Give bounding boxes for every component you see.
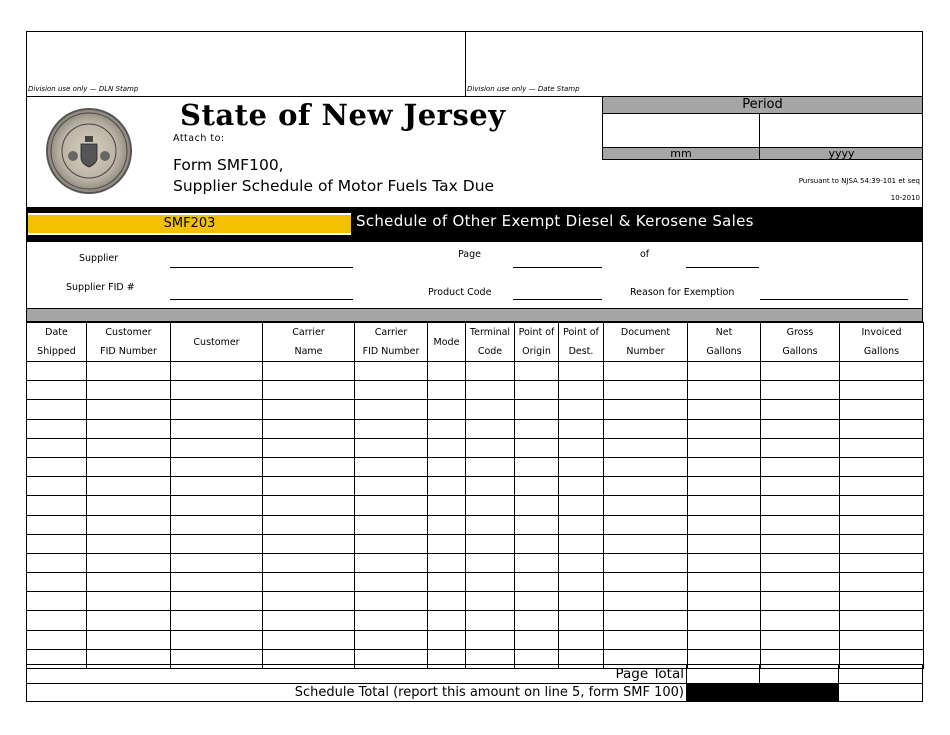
table-cell-input[interactable] <box>840 630 924 649</box>
table-cell-input[interactable] <box>171 381 263 400</box>
table-cell-input[interactable] <box>688 362 761 381</box>
table-cell-input[interactable] <box>355 400 428 419</box>
table-cell-input[interactable] <box>515 362 559 381</box>
sales-table <box>26 322 924 669</box>
table-cell-input[interactable] <box>466 438 515 457</box>
supplier-input[interactable] <box>170 253 353 268</box>
table-body <box>27 362 924 669</box>
table-cell-input[interactable] <box>27 515 87 534</box>
schedule-total-label: Schedule Total (report this amount on line 5, form SMF 100) <box>294 685 684 700</box>
table-cell-input[interactable] <box>688 400 761 419</box>
table-cell-input[interactable] <box>604 534 688 553</box>
table-cell-input[interactable] <box>559 457 604 476</box>
table-cell-input[interactable] <box>428 553 466 572</box>
table-row <box>27 419 924 438</box>
table-cell-input[interactable] <box>87 553 171 572</box>
col-carrier-name: Carrier Name <box>263 323 355 362</box>
table-row <box>27 515 924 534</box>
table-cell-input[interactable] <box>559 419 604 438</box>
col-net-gallons: Net Gallons <box>688 323 761 362</box>
table-row <box>27 457 924 476</box>
table-cell-input[interactable] <box>840 419 924 438</box>
table-cell-input[interactable] <box>688 573 761 592</box>
table-cell-input[interactable] <box>355 496 428 515</box>
table-cell-input[interactable] <box>604 611 688 630</box>
table-cell-input[interactable] <box>761 553 840 572</box>
table-cell-input[interactable] <box>840 611 924 630</box>
table-cell-input[interactable] <box>263 534 355 553</box>
period-label: Period <box>742 97 783 112</box>
table-cell-input[interactable] <box>840 553 924 572</box>
table-cell-input[interactable] <box>688 592 761 611</box>
table-cell-input[interactable] <box>559 515 604 534</box>
table-cell-input[interactable] <box>688 457 761 476</box>
table-row <box>27 477 924 496</box>
table-row <box>27 534 924 553</box>
table-cell-input[interactable] <box>87 477 171 496</box>
table-cell-input[interactable] <box>761 457 840 476</box>
supplier-fid-input[interactable] <box>170 285 353 300</box>
table-row <box>27 630 924 649</box>
table-cell-input[interactable] <box>27 477 87 496</box>
table-cell-input[interactable] <box>515 438 559 457</box>
state-seal-icon <box>46 108 132 194</box>
table-cell-input[interactable] <box>761 496 840 515</box>
table-cell-input[interactable] <box>428 592 466 611</box>
table-cell-input[interactable] <box>604 477 688 496</box>
table-cell-input[interactable] <box>355 592 428 611</box>
table-cell-input[interactable] <box>428 419 466 438</box>
table-cell-input[interactable] <box>87 534 171 553</box>
table-cell-input[interactable] <box>604 573 688 592</box>
table-cell-input[interactable] <box>263 457 355 476</box>
table-cell-input[interactable] <box>761 381 840 400</box>
table-cell-input[interactable] <box>688 496 761 515</box>
col-point-dest: Point of Dest. <box>559 323 604 362</box>
table-cell-input[interactable] <box>515 419 559 438</box>
table-cell-input[interactable] <box>355 477 428 496</box>
page-total-label: Page Total <box>615 666 684 682</box>
table-cell-input[interactable] <box>171 419 263 438</box>
table-cell-input[interactable] <box>263 400 355 419</box>
table-cell-input[interactable] <box>171 573 263 592</box>
attach-to-label: Attach to: <box>173 133 225 144</box>
table-cell-input[interactable] <box>263 573 355 592</box>
table-cell-input[interactable] <box>171 438 263 457</box>
table-cell-input[interactable] <box>87 515 171 534</box>
col-gross-gallons: Gross Gallons <box>761 323 840 362</box>
table-cell-input[interactable] <box>515 457 559 476</box>
table-row <box>27 496 924 515</box>
table-cell-input[interactable] <box>171 457 263 476</box>
table-cell-input[interactable] <box>688 630 761 649</box>
table-cell-input[interactable] <box>428 573 466 592</box>
table-cell-input[interactable] <box>428 457 466 476</box>
table-cell-input[interactable] <box>171 362 263 381</box>
table-cell-input[interactable] <box>688 381 761 400</box>
table-cell-input[interactable] <box>263 496 355 515</box>
table-cell-input[interactable] <box>761 592 840 611</box>
table-cell-input[interactable] <box>688 553 761 572</box>
table-cell-input[interactable] <box>559 496 604 515</box>
schedule-title: Schedule of Other Exempt Diesel & Kerosene Sales <box>356 212 754 230</box>
table-cell-input[interactable] <box>688 611 761 630</box>
table-cell-input[interactable] <box>466 400 515 419</box>
table-cell-input[interactable] <box>466 419 515 438</box>
table-cell-input[interactable] <box>515 573 559 592</box>
col-date-shipped: Date Shipped <box>27 323 87 362</box>
table-cell-input[interactable] <box>263 438 355 457</box>
table-cell-input[interactable] <box>466 592 515 611</box>
table-cell-input[interactable] <box>355 362 428 381</box>
table-cell-input[interactable] <box>263 592 355 611</box>
of-input[interactable] <box>686 253 759 268</box>
table-cell-input[interactable] <box>559 573 604 592</box>
table-cell-input[interactable] <box>604 419 688 438</box>
table-cell-input[interactable] <box>604 457 688 476</box>
table-cell-input[interactable] <box>27 438 87 457</box>
table-cell-input[interactable] <box>428 438 466 457</box>
table-cell-input[interactable] <box>466 515 515 534</box>
table-cell-input[interactable] <box>559 592 604 611</box>
table-cell-input[interactable] <box>87 419 171 438</box>
table-cell-input[interactable] <box>688 477 761 496</box>
table-row <box>27 381 924 400</box>
form-line-2: Supplier Schedule of Motor Fuels Tax Due <box>173 177 495 195</box>
table-cell-input[interactable] <box>355 515 428 534</box>
table-cell-input[interactable] <box>604 362 688 381</box>
table-cell-input[interactable] <box>87 592 171 611</box>
table-row <box>27 400 924 419</box>
table-cell-input[interactable] <box>87 400 171 419</box>
table-cell-input[interactable] <box>87 496 171 515</box>
table-cell-input[interactable] <box>515 630 559 649</box>
table-cell-input[interactable] <box>263 362 355 381</box>
table-cell-input[interactable] <box>688 515 761 534</box>
table-cell-input[interactable] <box>87 630 171 649</box>
table-cell-input[interactable] <box>466 381 515 400</box>
form-line-1: Form SMF100, <box>173 156 284 174</box>
table-cell-input[interactable] <box>355 381 428 400</box>
table-cell-input[interactable] <box>171 515 263 534</box>
table-cell-input[interactable] <box>761 630 840 649</box>
table-cell-input[interactable] <box>515 381 559 400</box>
col-document-number: Document Number <box>604 323 688 362</box>
product-code-input[interactable] <box>513 285 602 300</box>
table-cell-input[interactable] <box>27 573 87 592</box>
product-code-label: Product Code <box>428 287 492 298</box>
table-cell-input[interactable] <box>761 534 840 553</box>
table-cell-input[interactable] <box>840 515 924 534</box>
table-cell-input[interactable] <box>263 630 355 649</box>
table-row <box>27 592 924 611</box>
table-cell-input[interactable] <box>355 630 428 649</box>
page-total-net-input[interactable] <box>686 664 760 684</box>
table-cell-input[interactable] <box>840 534 924 553</box>
page-label: Page <box>458 249 481 260</box>
table-cell-input[interactable] <box>840 477 924 496</box>
supplier-label: Supplier <box>79 253 119 264</box>
table-cell-input[interactable] <box>761 477 840 496</box>
table-cell-input[interactable] <box>761 419 840 438</box>
period-mm-label: mm <box>670 147 692 160</box>
table-cell-input[interactable] <box>428 477 466 496</box>
table-cell-input[interactable] <box>559 534 604 553</box>
table-cell-input[interactable] <box>171 592 263 611</box>
date-stamp-label: Division use only — Date Stamp <box>467 85 580 93</box>
table-cell-input[interactable] <box>428 362 466 381</box>
table-cell-input[interactable] <box>355 573 428 592</box>
table-cell-input[interactable] <box>27 457 87 476</box>
table-cell-input[interactable] <box>604 381 688 400</box>
col-point-origin: Point of Origin <box>515 323 559 362</box>
table-row <box>27 573 924 592</box>
table-cell-input[interactable] <box>27 400 87 419</box>
period-year-input[interactable] <box>759 113 923 148</box>
table-cell-input[interactable] <box>355 419 428 438</box>
table-cell-input[interactable] <box>559 553 604 572</box>
table-cell-input[interactable] <box>515 611 559 630</box>
supplier-fid-label: Supplier FID # <box>66 282 135 293</box>
table-cell-input[interactable] <box>761 438 840 457</box>
table-cell-input[interactable] <box>604 496 688 515</box>
table-cell-input[interactable] <box>27 496 87 515</box>
table-cell-input[interactable] <box>840 592 924 611</box>
table-cell-input[interactable] <box>466 362 515 381</box>
table-cell-input[interactable] <box>27 419 87 438</box>
table-cell-input[interactable] <box>466 611 515 630</box>
table-cell-input[interactable] <box>840 496 924 515</box>
table-cell-input[interactable] <box>27 611 87 630</box>
table-cell-input[interactable] <box>761 400 840 419</box>
table-cell-input[interactable] <box>27 630 87 649</box>
table-cell-input[interactable] <box>87 573 171 592</box>
table-row <box>27 362 924 381</box>
table-cell-input[interactable] <box>604 438 688 457</box>
col-terminal-code: Terminal Code <box>466 323 515 362</box>
table-cell-input[interactable] <box>27 534 87 553</box>
page-total-invoiced-input[interactable] <box>838 664 923 684</box>
table-cell-input[interactable] <box>559 362 604 381</box>
table-cell-input[interactable] <box>87 362 171 381</box>
table-cell-input[interactable] <box>515 553 559 572</box>
table-cell-input[interactable] <box>27 381 87 400</box>
table-cell-input[interactable] <box>171 534 263 553</box>
table-cell-input[interactable] <box>840 457 924 476</box>
table-cell-input[interactable] <box>840 573 924 592</box>
col-invoiced-gallons: Invoiced Gallons <box>840 323 924 362</box>
table-cell-input[interactable] <box>559 381 604 400</box>
table-cell-input[interactable] <box>688 419 761 438</box>
table-cell-input[interactable] <box>559 611 604 630</box>
table-cell-input[interactable] <box>604 515 688 534</box>
dln-stamp-label: Division use only — DLN Stamp <box>28 85 139 93</box>
table-cell-input[interactable] <box>428 630 466 649</box>
table-row <box>27 438 924 457</box>
separator-bar <box>26 308 923 322</box>
table-cell-input[interactable] <box>263 515 355 534</box>
table-cell-input[interactable] <box>840 400 924 419</box>
table-cell-input[interactable] <box>171 630 263 649</box>
period-yyyy-label: yyyy <box>759 147 923 160</box>
page-total-gross-input[interactable] <box>759 664 839 684</box>
page-input[interactable] <box>513 253 602 268</box>
table-cell-input[interactable] <box>428 534 466 553</box>
table-cell-input[interactable] <box>263 477 355 496</box>
of-label: of <box>640 249 650 260</box>
table-cell-input[interactable] <box>87 611 171 630</box>
schedule-total-blackout <box>686 683 839 702</box>
table-cell-input[interactable] <box>263 553 355 572</box>
reason-input[interactable] <box>760 285 908 300</box>
table-cell-input[interactable] <box>87 438 171 457</box>
table-cell-input[interactable] <box>604 400 688 419</box>
table-cell-input[interactable] <box>466 534 515 553</box>
table-cell-input[interactable] <box>428 400 466 419</box>
table-cell-input[interactable] <box>761 573 840 592</box>
table-cell-input[interactable] <box>515 496 559 515</box>
table-cell-input[interactable] <box>428 611 466 630</box>
table-cell-input[interactable] <box>840 381 924 400</box>
table-cell-input[interactable] <box>559 438 604 457</box>
table-row <box>27 553 924 572</box>
table-cell-input[interactable] <box>27 592 87 611</box>
table-cell-input[interactable] <box>466 630 515 649</box>
table-cell-input[interactable] <box>466 477 515 496</box>
table-cell-input[interactable] <box>428 381 466 400</box>
table-cell-input[interactable] <box>840 362 924 381</box>
table-cell-input[interactable] <box>604 553 688 572</box>
table-cell-input[interactable] <box>559 400 604 419</box>
table-cell-input[interactable] <box>515 400 559 419</box>
table-cell-input[interactable] <box>263 381 355 400</box>
table-cell-input[interactable] <box>87 457 171 476</box>
table-cell-input[interactable] <box>515 534 559 553</box>
period-month-input[interactable] <box>602 113 760 148</box>
table-cell-input[interactable] <box>171 400 263 419</box>
table-cell-input[interactable] <box>604 592 688 611</box>
state-title: State of New Jersey <box>180 98 506 132</box>
table-cell-input[interactable] <box>263 419 355 438</box>
form-code: SMF203 <box>163 216 216 231</box>
col-mode: Mode <box>428 323 466 362</box>
table-cell-input[interactable] <box>355 553 428 572</box>
table-cell-input[interactable] <box>688 534 761 553</box>
table-cell-input[interactable] <box>604 630 688 649</box>
table-cell-input[interactable] <box>355 534 428 553</box>
table-cell-input[interactable] <box>761 362 840 381</box>
pursuant-text: Pursuant to NJSA 54:39-101 et seq <box>798 177 920 185</box>
col-customer-fid: Customer FID Number <box>87 323 171 362</box>
table-cell-input[interactable] <box>428 496 466 515</box>
table-cell-input[interactable] <box>761 611 840 630</box>
table-cell-input[interactable] <box>428 515 466 534</box>
table-cell-input[interactable] <box>466 573 515 592</box>
table-cell-input[interactable] <box>355 438 428 457</box>
table-cell-input[interactable] <box>355 611 428 630</box>
table-cell-input[interactable] <box>466 553 515 572</box>
revision-text: 10-2010 <box>890 194 920 202</box>
table-cell-input[interactable] <box>515 477 559 496</box>
table-cell-input[interactable] <box>27 553 87 572</box>
table-cell-input[interactable] <box>761 515 840 534</box>
table-cell-input[interactable] <box>515 592 559 611</box>
table-cell-input[interactable] <box>87 381 171 400</box>
table-cell-input[interactable] <box>27 362 87 381</box>
table-row <box>27 611 924 630</box>
table-cell-input[interactable] <box>688 438 761 457</box>
col-customer: Customer <box>171 323 263 362</box>
table-cell-input[interactable] <box>840 438 924 457</box>
reason-label: Reason for Exemption <box>630 287 735 298</box>
table-header-row <box>27 323 924 362</box>
schedule-total-invoiced-input[interactable] <box>838 683 923 702</box>
table-cell-input[interactable] <box>355 457 428 476</box>
table-cell-input[interactable] <box>559 630 604 649</box>
table-cell-input[interactable] <box>171 611 263 630</box>
table-cell-input[interactable] <box>515 515 559 534</box>
table-cell-input[interactable] <box>171 477 263 496</box>
table-cell-input[interactable] <box>466 457 515 476</box>
table-cell-input[interactable] <box>559 477 604 496</box>
table-cell-input[interactable] <box>171 496 263 515</box>
col-carrier-fid: Carrier FID Number <box>355 323 428 362</box>
table-cell-input[interactable] <box>466 496 515 515</box>
table-cell-input[interactable] <box>171 553 263 572</box>
table-cell-input[interactable] <box>263 611 355 630</box>
